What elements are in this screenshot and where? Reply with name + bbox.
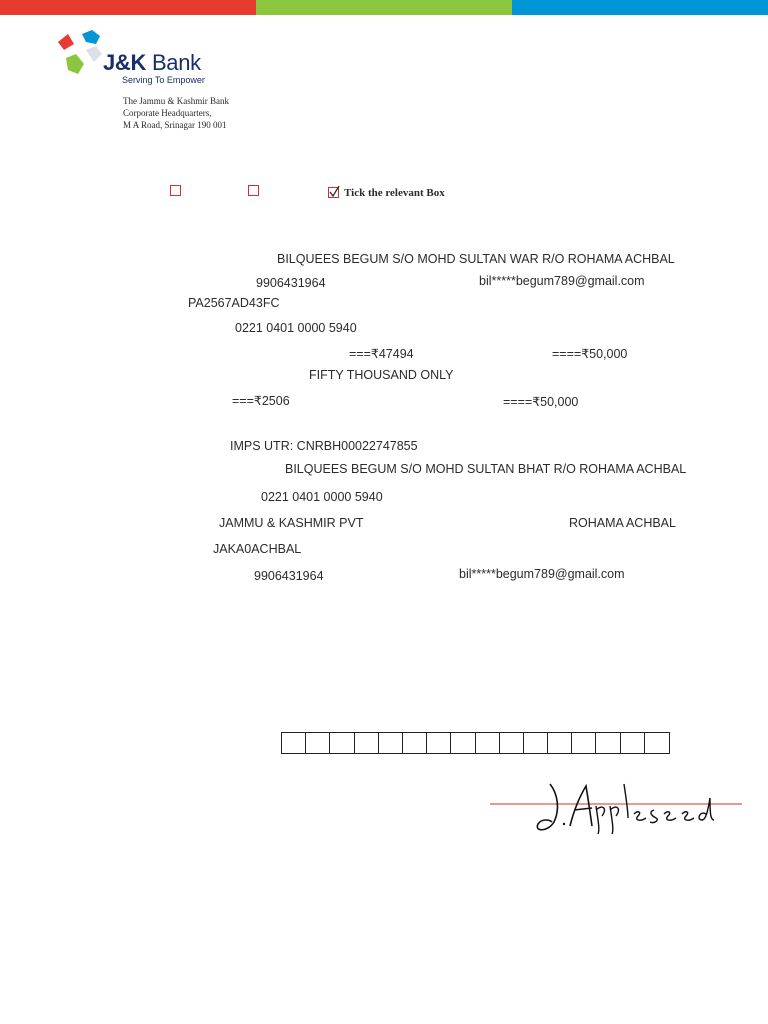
applicant-name: BILQUEES BEGUM S/O MOHD SULTAN WAR R/O ROHAMA ACHBAL: [277, 252, 675, 266]
bank-name: J&K Bank: [103, 50, 201, 75]
digit-box[interactable]: [548, 733, 572, 753]
account-number: 0221 0401 0000 5940: [235, 321, 357, 335]
jk-bank-logo-icon: [56, 30, 108, 80]
bank-address: [123, 95, 229, 131]
digit-boxes[interactable]: [281, 732, 670, 754]
email-address: bil*****begum789@gmail.com: [479, 274, 645, 288]
address-line: The Jammu & Kashmir Bank: [123, 96, 229, 106]
amount-2: ====₹50,000: [552, 347, 628, 361]
digit-box[interactable]: [524, 733, 548, 753]
digit-box[interactable]: [500, 733, 524, 753]
checked-checkbox-icon[interactable]: [328, 186, 340, 198]
digit-box[interactable]: [645, 733, 669, 753]
beneficiary-mobile: 9906431964: [254, 569, 324, 583]
header-band-green: [256, 0, 512, 15]
digit-box[interactable]: [476, 733, 500, 753]
header-band-blue: [512, 0, 768, 15]
digit-box[interactable]: [596, 733, 620, 753]
branch-name: ROHAMA ACHBAL: [569, 516, 676, 530]
digit-box[interactable]: [451, 733, 475, 753]
digit-box[interactable]: [403, 733, 427, 753]
ifsc-code: JAKA0ACHBAL: [213, 542, 302, 556]
pan-number: PA2567AD43FC: [188, 296, 280, 310]
amount-1: ===₹47494: [349, 347, 414, 361]
header-band-red: [0, 0, 256, 15]
digit-box[interactable]: [282, 733, 306, 753]
imps-utr: IMPS UTR: CNRBH00022747855: [230, 439, 418, 453]
mobile-number: 9906431964: [256, 276, 326, 290]
address-line: Corporate Headquarters,: [123, 108, 212, 118]
checkbox-1[interactable]: [170, 185, 181, 196]
digit-box[interactable]: [306, 733, 330, 753]
digit-box[interactable]: [621, 733, 645, 753]
beneficiary-name: BILQUEES BEGUM S/O MOHD SULTAN BHAT R/O ROHAMA ACHBAL: [285, 462, 687, 476]
checkbox-2[interactable]: [248, 185, 259, 196]
checkbox-instruction: Tick the relevant Box: [344, 187, 445, 199]
bank-name-field: JAMMU & KASHMIR PVT: [219, 516, 364, 530]
digit-box[interactable]: [427, 733, 451, 753]
digit-box[interactable]: [379, 733, 403, 753]
digit-box[interactable]: [572, 733, 596, 753]
handwritten-signature-icon: [488, 780, 744, 836]
beneficiary-account: 0221 0401 0000 5940: [261, 490, 383, 504]
bank-tagline: Serving To Empower: [122, 75, 205, 85]
digit-box[interactable]: [355, 733, 379, 753]
address-line: M A Road, Srinagar 190 001: [123, 120, 227, 130]
beneficiary-email: bil*****begum789@gmail.com: [459, 567, 625, 581]
amount-4: ====₹50,000: [503, 395, 579, 409]
digit-box[interactable]: [330, 733, 354, 753]
amount-in-words: FIFTY THOUSAND ONLY: [309, 368, 454, 382]
amount-3: ===₹2506: [232, 394, 290, 408]
